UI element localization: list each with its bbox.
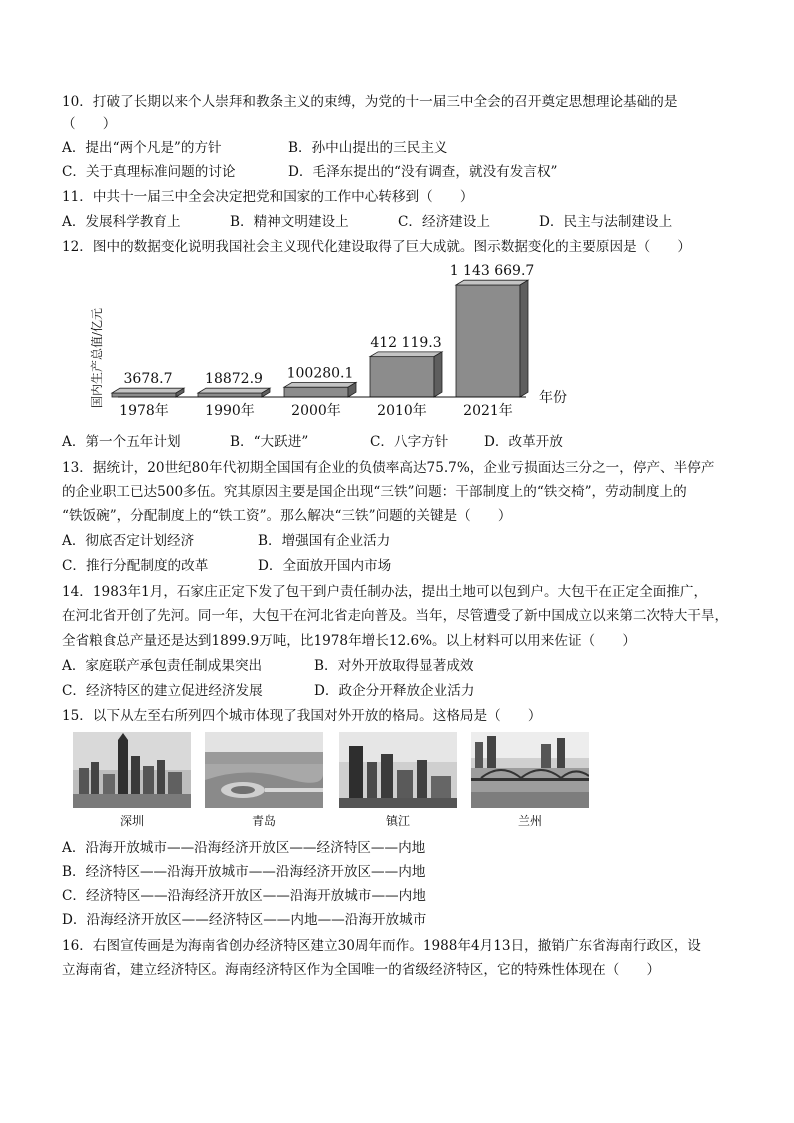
category-label-1978年: 1978年	[119, 403, 169, 419]
q15-option-c: C．经济特区——沿海经济开放区——沿海开放城市——内地	[62, 888, 426, 904]
q16-stem-line2: 立海南省，建立经济特区。海南经济特区作为全国唯一的省级经济特区，它的特殊性体现在（ ）	[62, 962, 661, 978]
bar-top-2010年	[370, 352, 442, 357]
q10-option-a: A．提出“两个凡是”的方针	[62, 140, 222, 156]
q12-option-a: A．第一个五年计划	[62, 434, 181, 450]
x-axis-label: 年份	[539, 390, 567, 406]
bar-2021年	[456, 285, 520, 397]
value-label-2021年: 1 143 669.7	[449, 263, 535, 280]
bar-group-1990年	[198, 371, 270, 419]
q13-stem-line3: “铁饭碗”，分配制度上的“铁工资”。那么解决“三铁”问题的关键是（ ）	[62, 508, 512, 524]
q13-stem-line1: 13．据统计，20世纪80年代初期全国国有企业的负债率高达75.7%，企业亏损面达三分之一，停产、半停产	[62, 460, 715, 476]
q14-stem-line1: 14．1983年1月，石家庄正定下发了包干到户责任制办法，提出土地可以包到户。大包干在正定全面推广，	[62, 584, 708, 600]
value-label-2010年: 412 119.3	[370, 334, 442, 351]
q15-option-a: A．沿海开放城市——沿海经济开放区——经济特区——内地	[62, 840, 426, 856]
bar-top-1978年	[112, 388, 184, 393]
bar-group-2021年	[450, 263, 535, 419]
bar-group-1978年	[112, 371, 184, 419]
gdp-bar-chart	[88, 262, 578, 420]
category-label-2021年: 2021年	[463, 403, 513, 419]
bar-top-2021年	[456, 280, 528, 285]
shenzhen-photo	[73, 732, 191, 808]
q12-stem: 12．图中的数据变化说明我国社会主义现代化建设取得了巨大成就。图示数据变化的主要原因是（ ）	[62, 239, 692, 255]
q10-stem-line1: 10．打破了长期以来个人崇拜和教条主义的束缚，为党的十一届三中全会的召开奠定思想理论基础的是	[62, 94, 678, 110]
category-label-2000年: 2000年	[291, 403, 341, 419]
q10-option-c: C．关于真理标准问题的讨论	[62, 164, 236, 180]
city-photos	[73, 732, 593, 828]
y-axis-label: 国内生产总值/亿元	[90, 307, 104, 409]
q14-option-d: D．政企分开释放企业活力	[314, 683, 475, 699]
q13-option-c: C．推行分配制度的改革	[62, 558, 209, 574]
q12-option-c: C．八字方针	[370, 434, 449, 450]
q15-option-d: D．沿海经济开放区——经济特区——内地——沿海开放城市	[62, 912, 427, 928]
value-label-2000年: 100280.1	[286, 365, 354, 382]
q13-option-d: D．全面放开国内市场	[258, 558, 392, 574]
zhenjiang-caption: 镇江	[385, 814, 410, 828]
q11-option-c: C．经济建设上	[398, 214, 490, 230]
q13-stem-line2: 的企业职工已达500多伍。究其原因主要是国企出现“三铁”问题：干部制度上的“铁交椅”，劳动制度上的	[62, 484, 687, 500]
q10-option-b: B．孙中山提出的三民主义	[288, 140, 448, 156]
bar-top-1990年	[198, 388, 270, 393]
q10-option-d: D．毛泽东提出的“没有调查，就没有发言权”	[288, 164, 558, 180]
bar-2010年	[370, 357, 434, 397]
q14-option-a: A．家庭联产承包责任制成果突出	[62, 658, 263, 674]
q11-stem: 11．中共十一届三中全会决定把党和国家的工作中心转移到（ ）	[62, 189, 474, 205]
q11-option-b: B．精神文明建设上	[230, 214, 349, 230]
bar-side-2010年	[434, 352, 442, 397]
q14-stem-line3: 全省粮食总产量还是达到1899.9万吨，比1978年增长12.6%。以上材料可以用来佐证（ ）	[62, 633, 636, 649]
zhenjiang-photo	[339, 732, 457, 808]
bar-1978年	[112, 393, 176, 397]
q12-option-d: D．改革开放	[484, 434, 563, 450]
value-label-1978年: 3678.7	[123, 371, 173, 388]
q14-option-c: C．经济特区的建立促进经济发展	[62, 683, 263, 699]
category-label-1990年: 1990年	[205, 403, 255, 419]
qingdao-caption: 青岛	[251, 814, 276, 828]
bar-group-2000年	[284, 365, 356, 419]
shenzhen-caption: 深圳	[119, 814, 144, 828]
value-label-1990年: 18872.9	[205, 371, 263, 388]
q12-option-b: B．“大跃进”	[230, 434, 309, 450]
category-label-2010年: 2010年	[377, 403, 427, 419]
q15-stem: 15．以下从左至右所列四个城市体现了我国对外开放的格局。这格局是（ ）	[62, 708, 542, 724]
bar-2000年	[284, 387, 348, 397]
q16-stem-line1: 16．右图宣传画是为海南省创办经济特区建立30周年而作。1988年4月13日，撤销广东省海南行政区，设	[62, 938, 701, 954]
q11-option-d: D．民主与法制建设上	[539, 214, 673, 230]
q13-option-a: A．彻底否定计划经济	[62, 533, 195, 549]
q15-option-b: B．经济特区——沿海开放城市——沿海经济开放区——内地	[62, 864, 426, 880]
bar-1990年	[198, 393, 262, 397]
q11-option-a: A．发展科学教育上	[62, 214, 181, 230]
q14-option-b: B．对外开放取得显著成效	[314, 658, 474, 674]
qingdao-photo	[205, 732, 323, 808]
lanzhou-caption: 兰州	[517, 814, 542, 828]
bar-top-2000年	[284, 382, 356, 387]
bar-side-2021年	[520, 280, 528, 397]
q14-stem-line2: 在河北省开创了先河。同一年，大包干在河北省走向普及。当年，尽管遭受了新中国成立以来第二次特大干旱，	[62, 608, 729, 624]
lanzhou-photo	[471, 732, 589, 808]
q10-stem-line2: （ ）	[62, 116, 117, 132]
bar-group-2010年	[370, 335, 442, 419]
q13-option-b: B．增强国有企业活力	[258, 533, 391, 549]
